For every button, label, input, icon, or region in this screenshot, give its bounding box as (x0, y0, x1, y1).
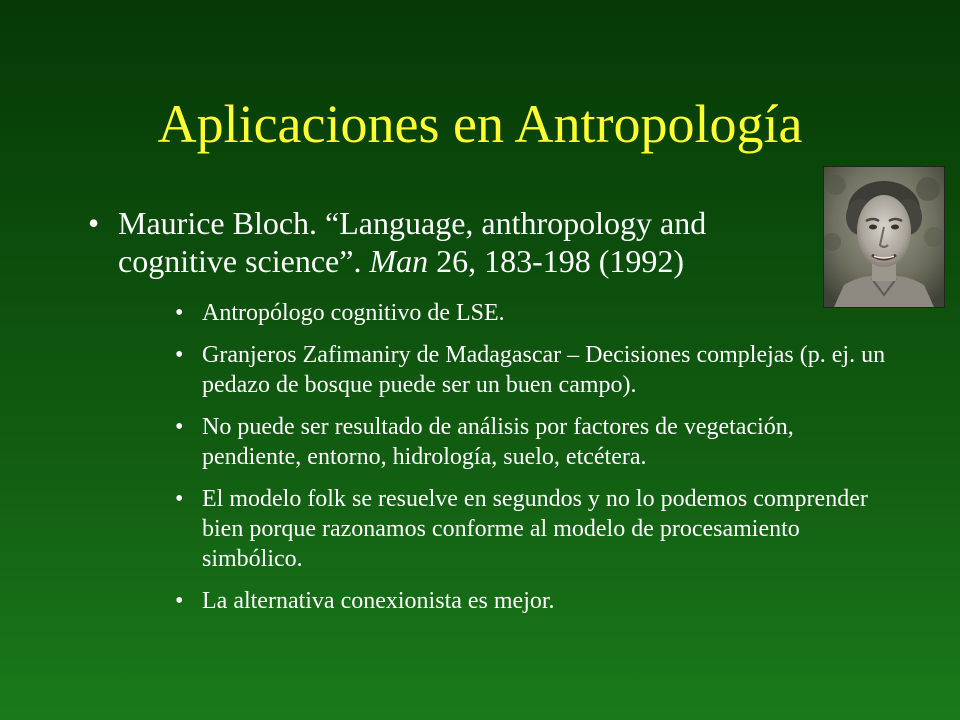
sub-bullet-item (175, 412, 895, 472)
sub-bullet-item (175, 340, 895, 400)
sub-bullet-icon: • (175, 342, 184, 368)
sub-bullet-text: No puede ser resultado de análisis por factores de vegetación, pendiente, entorno, hidrología, suelo, etcétera. (202, 414, 794, 470)
sub-bullet-text: La alternativa conexionista es mejor. (202, 588, 555, 614)
sub-bullet-icon: • (175, 588, 184, 614)
main-bullet-text (118, 204, 818, 280)
bullet-icon: • (88, 205, 100, 241)
sub-bullet-item (175, 484, 895, 574)
main-bullet-line-1: Maurice Bloch. “Language, anthropology and (118, 205, 707, 241)
journal-name: Man (369, 243, 429, 279)
sub-bullet-icon: • (175, 486, 184, 512)
sub-bullet-item (175, 586, 895, 616)
sub-bullet-list (175, 298, 895, 628)
main-bullet-line-2-a: cognitive science”. (118, 243, 362, 279)
main-bullet-line-2 (118, 242, 818, 280)
sub-bullet-icon: • (175, 414, 184, 440)
sub-bullet-text: Granjeros Zafimaniry de Madagascar – Decisiones complejas (p. ej. un pedazo de bosque puede ser un buen campo). (202, 342, 886, 398)
slide-title: Aplicaciones en Antropología (157, 94, 803, 154)
sub-bullet-item (175, 298, 895, 328)
portrait-photo-icon (823, 166, 945, 308)
sub-bullet-text: El modelo folk se resuelve en segundos y no lo podemos comprender bien porque razonamos conforme al modelo de procesamiento simbólico. (202, 486, 868, 572)
sub-bullet-icon: • (175, 300, 184, 326)
main-bullet-line-2-b: 26, 183-198 (1992) (436, 243, 685, 279)
sub-bullet-text: Antropólogo cognitivo de LSE. (202, 300, 505, 326)
